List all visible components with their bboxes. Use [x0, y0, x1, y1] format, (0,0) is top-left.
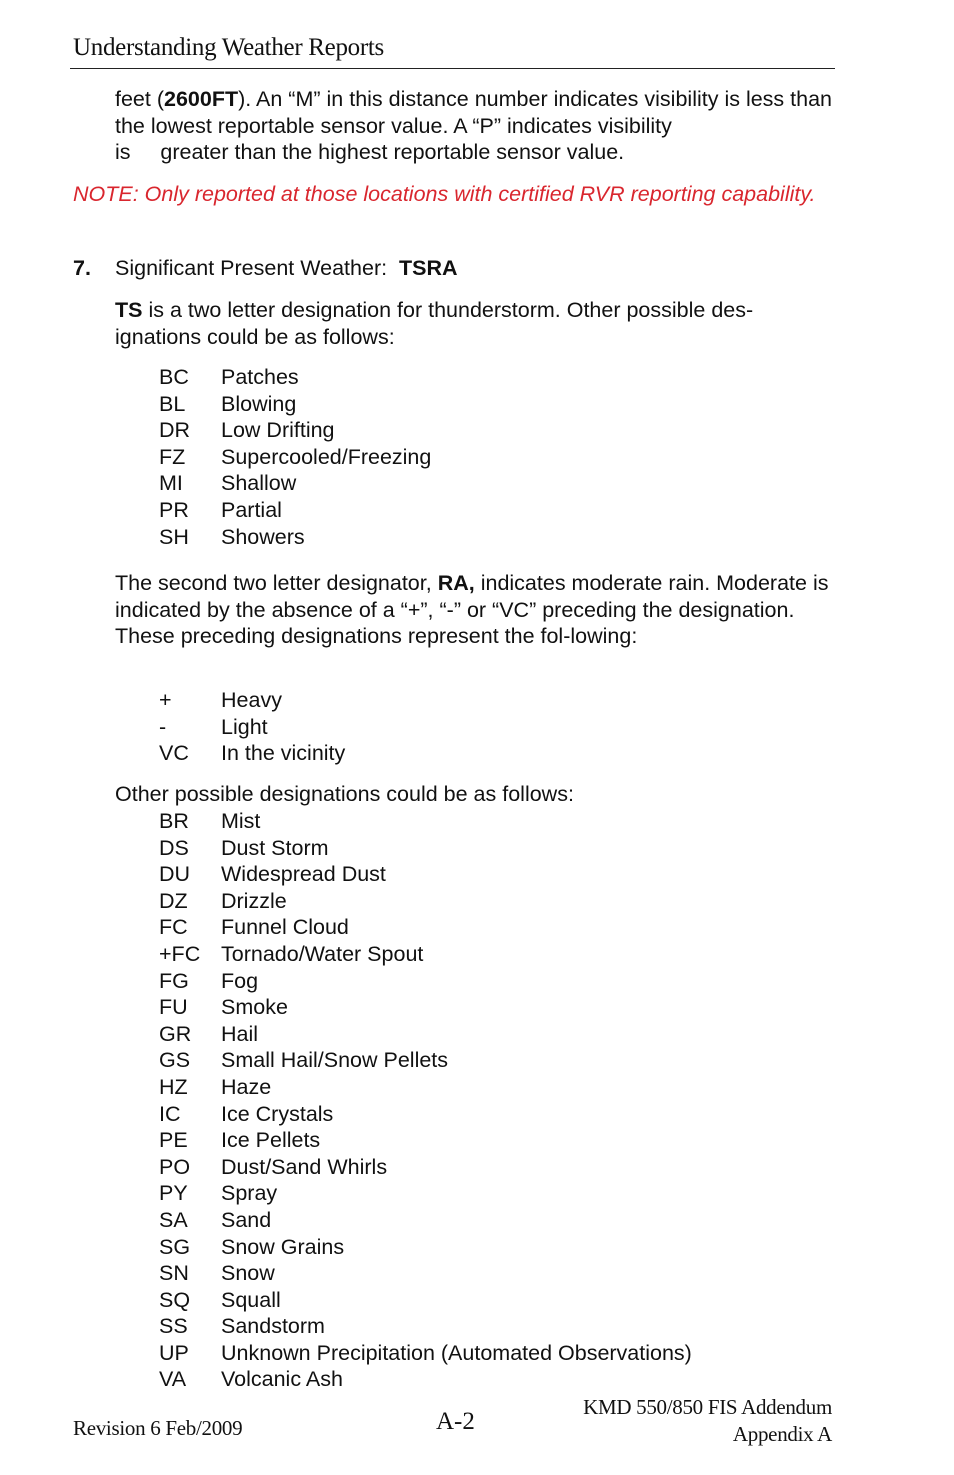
list-item	[159, 417, 431, 444]
designation-code: DS	[159, 835, 189, 860]
designation-meaning: Ice Pellets	[221, 1128, 321, 1153]
designation-code: HZ	[159, 1074, 188, 1099]
designation-meaning: Light	[221, 714, 268, 739]
list-item	[159, 861, 692, 888]
designation-meaning: Sand	[221, 1207, 272, 1232]
designation-code: BR	[159, 809, 189, 833]
designation-code: DU	[159, 862, 191, 887]
designation-code: +FC	[159, 941, 201, 966]
list-item	[159, 1074, 692, 1101]
list-item	[159, 1287, 692, 1314]
designation-meaning: Low Drifting	[221, 418, 335, 443]
list-item	[159, 1366, 692, 1393]
footer-document-title: KMD 550/850 FIS Addendum	[583, 1395, 832, 1419]
visibility-paragraph	[115, 86, 832, 139]
designation-code: BL	[159, 391, 186, 416]
list-item	[159, 1101, 692, 1128]
paragraph-text-start: feet (	[115, 87, 164, 111]
designation-meaning: Volcanic Ash	[221, 1367, 343, 1392]
list-item	[159, 1021, 692, 1048]
designation-meaning: Funnel Cloud	[221, 915, 349, 940]
designation-code: SH	[159, 524, 189, 549]
intensity-list	[159, 687, 345, 767]
designation-meaning: Mist	[221, 809, 261, 833]
designation-code: SN	[159, 1261, 189, 1286]
designation-meaning: Dust Storm	[221, 835, 329, 860]
list-item	[159, 364, 431, 391]
designation-code: FU	[159, 995, 188, 1020]
designation-meaning: Haze	[221, 1074, 272, 1099]
page-header-title: Understanding Weather Reports	[73, 34, 384, 61]
list-item	[159, 1260, 692, 1287]
designation-meaning: Shallow	[221, 471, 297, 496]
designation-code: GS	[159, 1048, 191, 1073]
designation-code: PY	[159, 1181, 188, 1206]
designation-code: DR	[159, 418, 191, 443]
item-heading	[115, 255, 458, 282]
paragraph-text-rest: ). An “M” in this distance number indicates visibility is less than the lowest reportable sensor value. A “P” indicates visibility	[115, 87, 832, 138]
designation-code: PE	[159, 1128, 188, 1153]
list-item	[159, 941, 692, 968]
designation-code: PO	[159, 1154, 191, 1179]
designation-meaning: Smoke	[221, 995, 288, 1020]
list-item	[159, 1340, 692, 1367]
item-label: Significant Present Weather:	[115, 256, 388, 280]
list-item	[159, 1154, 692, 1181]
designation-code: SQ	[159, 1287, 191, 1312]
designation-meaning: Hail	[221, 1021, 259, 1046]
list-item	[159, 714, 345, 741]
designation-meaning: Blowing	[221, 391, 297, 416]
list-item	[159, 1047, 692, 1074]
designation-meaning: Snow	[221, 1261, 275, 1286]
descriptor-list	[159, 364, 431, 550]
designation-code: SA	[159, 1207, 188, 1232]
ra-text-rest: indicates moderate rain. Moderate is indicated by the absence of a “+”, “-” or “VC” preceding the designation. These preceding designations represent the fol-lowing:	[115, 571, 829, 648]
designation-meaning: Tornado/Water Spout	[221, 941, 424, 966]
ts-code: TS	[115, 298, 143, 322]
designation-code: BC	[159, 365, 189, 389]
designation-meaning: Partial	[221, 497, 282, 522]
footer-appendix: Appendix A	[732, 1422, 832, 1446]
designation-code: DZ	[159, 888, 188, 913]
ra-text-start: The second two letter designator,	[115, 571, 438, 595]
other-designations-intro: Other possible designations could be as follows:	[115, 782, 574, 806]
designation-code: FC	[159, 915, 188, 940]
designation-meaning: Showers	[221, 524, 305, 549]
designation-code: +	[159, 688, 172, 712]
list-item	[159, 391, 431, 418]
list-item	[159, 808, 692, 835]
thunderstorm-paragraph	[115, 297, 832, 350]
list-item	[159, 1180, 692, 1207]
footer-revision: Revision 6 Feb/2009	[73, 1416, 243, 1440]
list-item	[159, 1234, 692, 1261]
item-number: 7.	[73, 256, 91, 280]
list-item	[159, 1127, 692, 1154]
designation-meaning: Heavy	[221, 688, 282, 712]
designation-code: IC	[159, 1101, 181, 1126]
list-item	[159, 740, 345, 767]
designation-code: PR	[159, 497, 189, 522]
designation-meaning: Unknown Precipitation (Automated Observations)	[221, 1340, 692, 1365]
designation-meaning: Small Hail/Snow Pellets	[221, 1048, 449, 1073]
list-item	[159, 835, 692, 862]
rvr-note: NOTE: Only reported at those locations with certified RVR reporting capability.	[73, 182, 816, 206]
ra-code: RA,	[437, 571, 475, 595]
designation-meaning: Fog	[221, 968, 259, 993]
visibility-paragraph-last-line: is greater than the highest reportable sensor value.	[115, 140, 625, 164]
list-item	[159, 888, 692, 915]
designation-meaning: Spray	[221, 1181, 278, 1206]
list-item	[159, 470, 431, 497]
phenomena-list	[159, 808, 692, 1393]
list-item	[159, 1313, 692, 1340]
list-item	[159, 687, 345, 714]
designation-meaning: Widespread Dust	[221, 862, 386, 887]
designation-meaning: Dust/Sand Whirls	[221, 1154, 388, 1179]
designation-meaning: Drizzle	[221, 888, 287, 913]
list-item	[159, 497, 431, 524]
ts-description: is a two letter designation for thunderstorm. Other possible des-ignations could be as follows:	[115, 298, 754, 349]
designation-code: GR	[159, 1021, 192, 1046]
designation-meaning: Ice Crystals	[221, 1101, 334, 1126]
page-number: A-2	[436, 1408, 475, 1435]
designation-code: SS	[159, 1314, 188, 1339]
designation-meaning: In the vicinity	[221, 741, 346, 766]
rain-paragraph	[115, 570, 835, 650]
visibility-value: 2600FT	[164, 87, 239, 111]
designation-code: VA	[159, 1367, 187, 1392]
list-item	[159, 444, 431, 471]
footer-document-info	[583, 1394, 832, 1448]
list-item	[159, 914, 692, 941]
designation-code: VC	[159, 741, 189, 766]
designation-code: FG	[159, 968, 189, 993]
designation-meaning: Squall	[221, 1287, 281, 1312]
designation-meaning: Supercooled/Freezing	[221, 444, 432, 469]
designation-code: UP	[159, 1340, 189, 1365]
list-item	[159, 968, 692, 995]
list-item	[159, 994, 692, 1021]
list-item	[159, 524, 431, 551]
designation-meaning: Snow Grains	[221, 1234, 345, 1259]
designation-meaning: Patches	[221, 365, 299, 389]
designation-meaning: Sandstorm	[221, 1314, 325, 1339]
list-item	[159, 1207, 692, 1234]
designation-code: SG	[159, 1234, 191, 1259]
item-value: TSRA	[399, 256, 458, 280]
header-divider	[70, 68, 835, 69]
designation-code: FZ	[159, 444, 186, 469]
designation-code: MI	[159, 471, 183, 496]
designation-code: -	[159, 714, 167, 739]
